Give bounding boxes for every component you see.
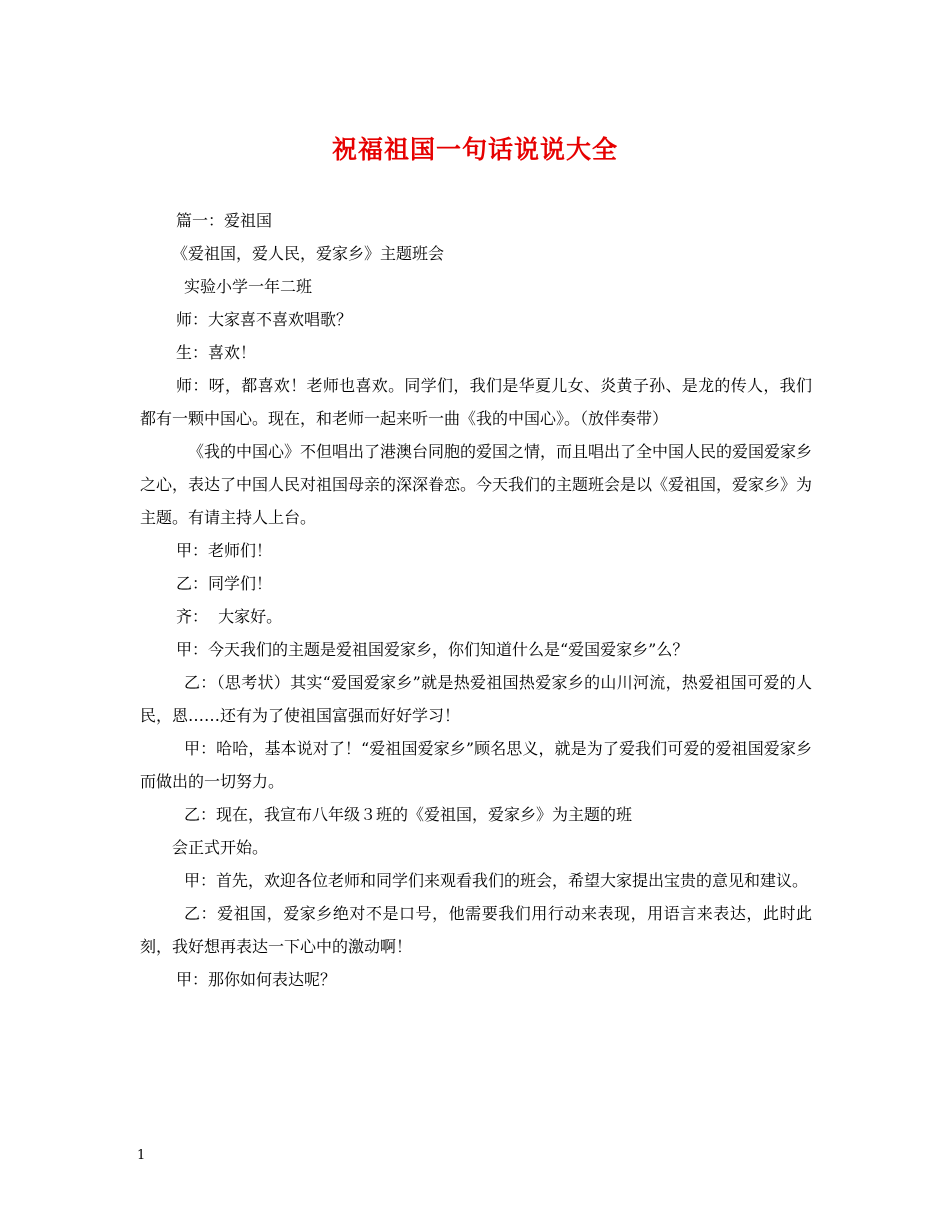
- document-title: 祝福祖国一句话说说大全: [331, 135, 618, 164]
- paragraph-class-name: 实验小学一年二班: [184, 277, 313, 296]
- paragraph-dialogue: 师：呀，都喜欢！老师也喜欢。同学们，我们是华夏儿女、炎黄子孙、是龙的传人，我们都有一颗中国心。现在，和老师一起来听一曲《我的中国心》。（放伴奏带）: [140, 376, 812, 428]
- paragraph-dialogue: 甲：今天我们的主题是爱祖国爱家乡，你们知道什么是“爱国爱家乡”么？: [176, 640, 689, 659]
- paragraph-dialogue: 师：大家喜不喜欢唱歌？: [176, 310, 353, 329]
- page-number: 1: [137, 1148, 146, 1163]
- document-body: [140, 204, 812, 996]
- paragraph-dialogue: 生：喜欢！: [176, 343, 257, 362]
- paragraph-meeting-title: 《爱祖国，爱人民，爱家乡》主题班会: [172, 244, 445, 263]
- paragraph-continuation: 会正式开始。: [172, 838, 269, 857]
- paragraph-section-heading: 篇一：爱祖国: [176, 211, 273, 230]
- paragraph-narration: 《我的中国心》不但唱出了港澳台同胞的爱国之情，而且唱出了全中国人民的爱国爱家乡之心，表达了中国人民对祖国母亲的深深眷恋。今天我们的主题班会是以《爱祖国，爱家乡》为主题。有请主持人上台。: [140, 442, 813, 527]
- paragraph-dialogue: 齐： 大家好。: [176, 607, 283, 626]
- paragraph-dialogue: 乙：现在，我宣布八年级３班的《爱祖国，爱家乡》为主题的班: [184, 805, 633, 824]
- paragraph-dialogue: 乙：爱祖国，爱家乡绝对不是口号，他需要我们用行动来表现，用语言来表达，此时此刻，我好想再表达一下心中的激动啊！: [140, 904, 812, 956]
- paragraph-dialogue: 乙：（思考状）其实“爱国爱家乡”就是热爱祖国热爱家乡的山川河流，热爱祖国可爱的人民，恩……还有为了使祖国富强而好好学习！: [140, 673, 812, 725]
- paragraph-dialogue: 甲：首先，欢迎各位老师和同学们来观看我们的班会，希望大家提出宝贵的意见和建议。: [184, 871, 809, 890]
- paragraph-dialogue: 甲：老师们！: [176, 541, 273, 560]
- paragraph-dialogue: 乙：同学们！: [176, 574, 273, 593]
- paragraph-dialogue: 甲：那你如何表达呢？: [176, 970, 337, 989]
- paragraph-dialogue: 甲：哈哈，基本说对了！“爱祖国爱家乡”顾名思义，就是为了爱我们可爱的爱祖国爱家乡而做出的一切努力。: [140, 739, 812, 791]
